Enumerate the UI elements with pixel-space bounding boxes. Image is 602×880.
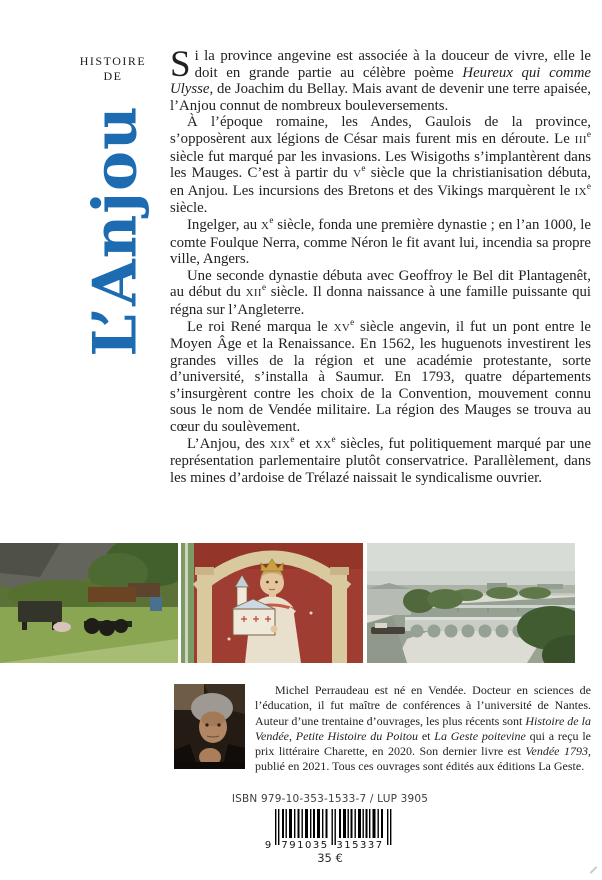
dropcap: S [170,44,191,85]
barcode-digits [265,840,384,850]
author-bio-text: Michel Perraudeau est né en Vendée. Docteur en sciences de l’éducation, il fut maître de conférences à l’université de Nantes. Auteur d’une trentaine d’ouvrages, les plus récents sont Histoire de la Vendée, Petite Histoire du Poitou et La Geste poitevine qui a reçu le prix littéraire Charette, en 2020. Son dernier livre est Vendée 1793, publié en 2021. Tous ces ouvrages sont édités aux éditions La Geste. [255,683,592,774]
barcode-lead-digit: 9 [264,840,272,850]
photo-medieval-king-illumination [181,543,363,663]
author-bio [255,683,591,775]
series-kicker [58,54,168,84]
paragraph: Ingelger, au Xe siècle, fonda une première dynastie ; en l’an 1000, le comte Foulque Nerra, comme Néron le fit avant lui, incendia sa propre ville, Angers. [170,215,591,268]
barcode-group-1: 791035 [281,840,329,850]
medieval-king-illustration [181,543,363,663]
series-line-2: DE [103,69,123,83]
isbn-line: ISBN 979-10-353-1533-7 / LUP 3905 [231,793,429,805]
paragraph: L’Anjou, des XIXe et XXe siècles, fut politiquement marqué par une représentation parlementaire plutôt conservatrice. Parallèlement, dans les mines d’ardoise de Trélazé naissait le syndicalisme ouvrier. [170,433,592,486]
author-photo [174,684,245,769]
photo-slate-quarry-machinery [0,543,178,663]
title-wrap [68,94,164,368]
footer [210,793,450,865]
page-curl-mark [590,866,598,874]
paragraph: Une seconde dynastie débuta avec Geoffroy le Bel dit Plantagenêt, au début du XIIe siècle. Il donna naissance à une famille puissante qui régna sur l’Angleterre. [170,267,591,318]
author-portrait-illustration [174,684,245,769]
ean-barcode [263,808,397,850]
paragraph: Le roi René marqua le XVe siècle angevin, il fut un pont entre le Moyen Âge et la Renaissance. En 1562, les huguenots investirent les grandes villes de la région et une académie protestante, sorte d’université, s’installa à Saumur. En 1793, quatre départements s’insurgèrent contre les choix de la Convention, mouvement connu sous le nom de Vendée militaire. La région des Mauges se trouva au cœur du soulèvement. [170,316,591,436]
barcode-group-2: 315337 [336,840,384,850]
photo-river-bridges [367,543,575,663]
book-title-vertical: L’Anjou [81,105,151,357]
slate-quarry-illustration [0,543,178,663]
series-line-1: HISTOIRE [79,54,147,68]
paragraph-text: i la province angevine est associée à la douceur de vivre, elle le doit en grande partie au célèbre poème Heureux qui comme Ulysse, de Joachim du Bellay. Mais avant de devenir une terre apaisée, l’Anjou connut de nombreux bouleversements. [170,48,592,114]
river-bridges-illustration [367,543,575,663]
paragraph [170,44,592,114]
back-cover-text [170,44,592,486]
price-label: 35 € [317,851,343,865]
paragraph: À l’époque romaine, les Andes, Gaulois de la province, s’opposèrent aux légions de César mais furent mis en déroute. Le IIIe siècle fut marqué par les invasions. Les Wisigoths s’implantèrent dans les Mauges. C’est à partir du Ve siècle que la christianisation débuta, en Anjou. Les incursions des Bretons et des Vikings marquèrent le IXe siècle. [170,114,591,217]
